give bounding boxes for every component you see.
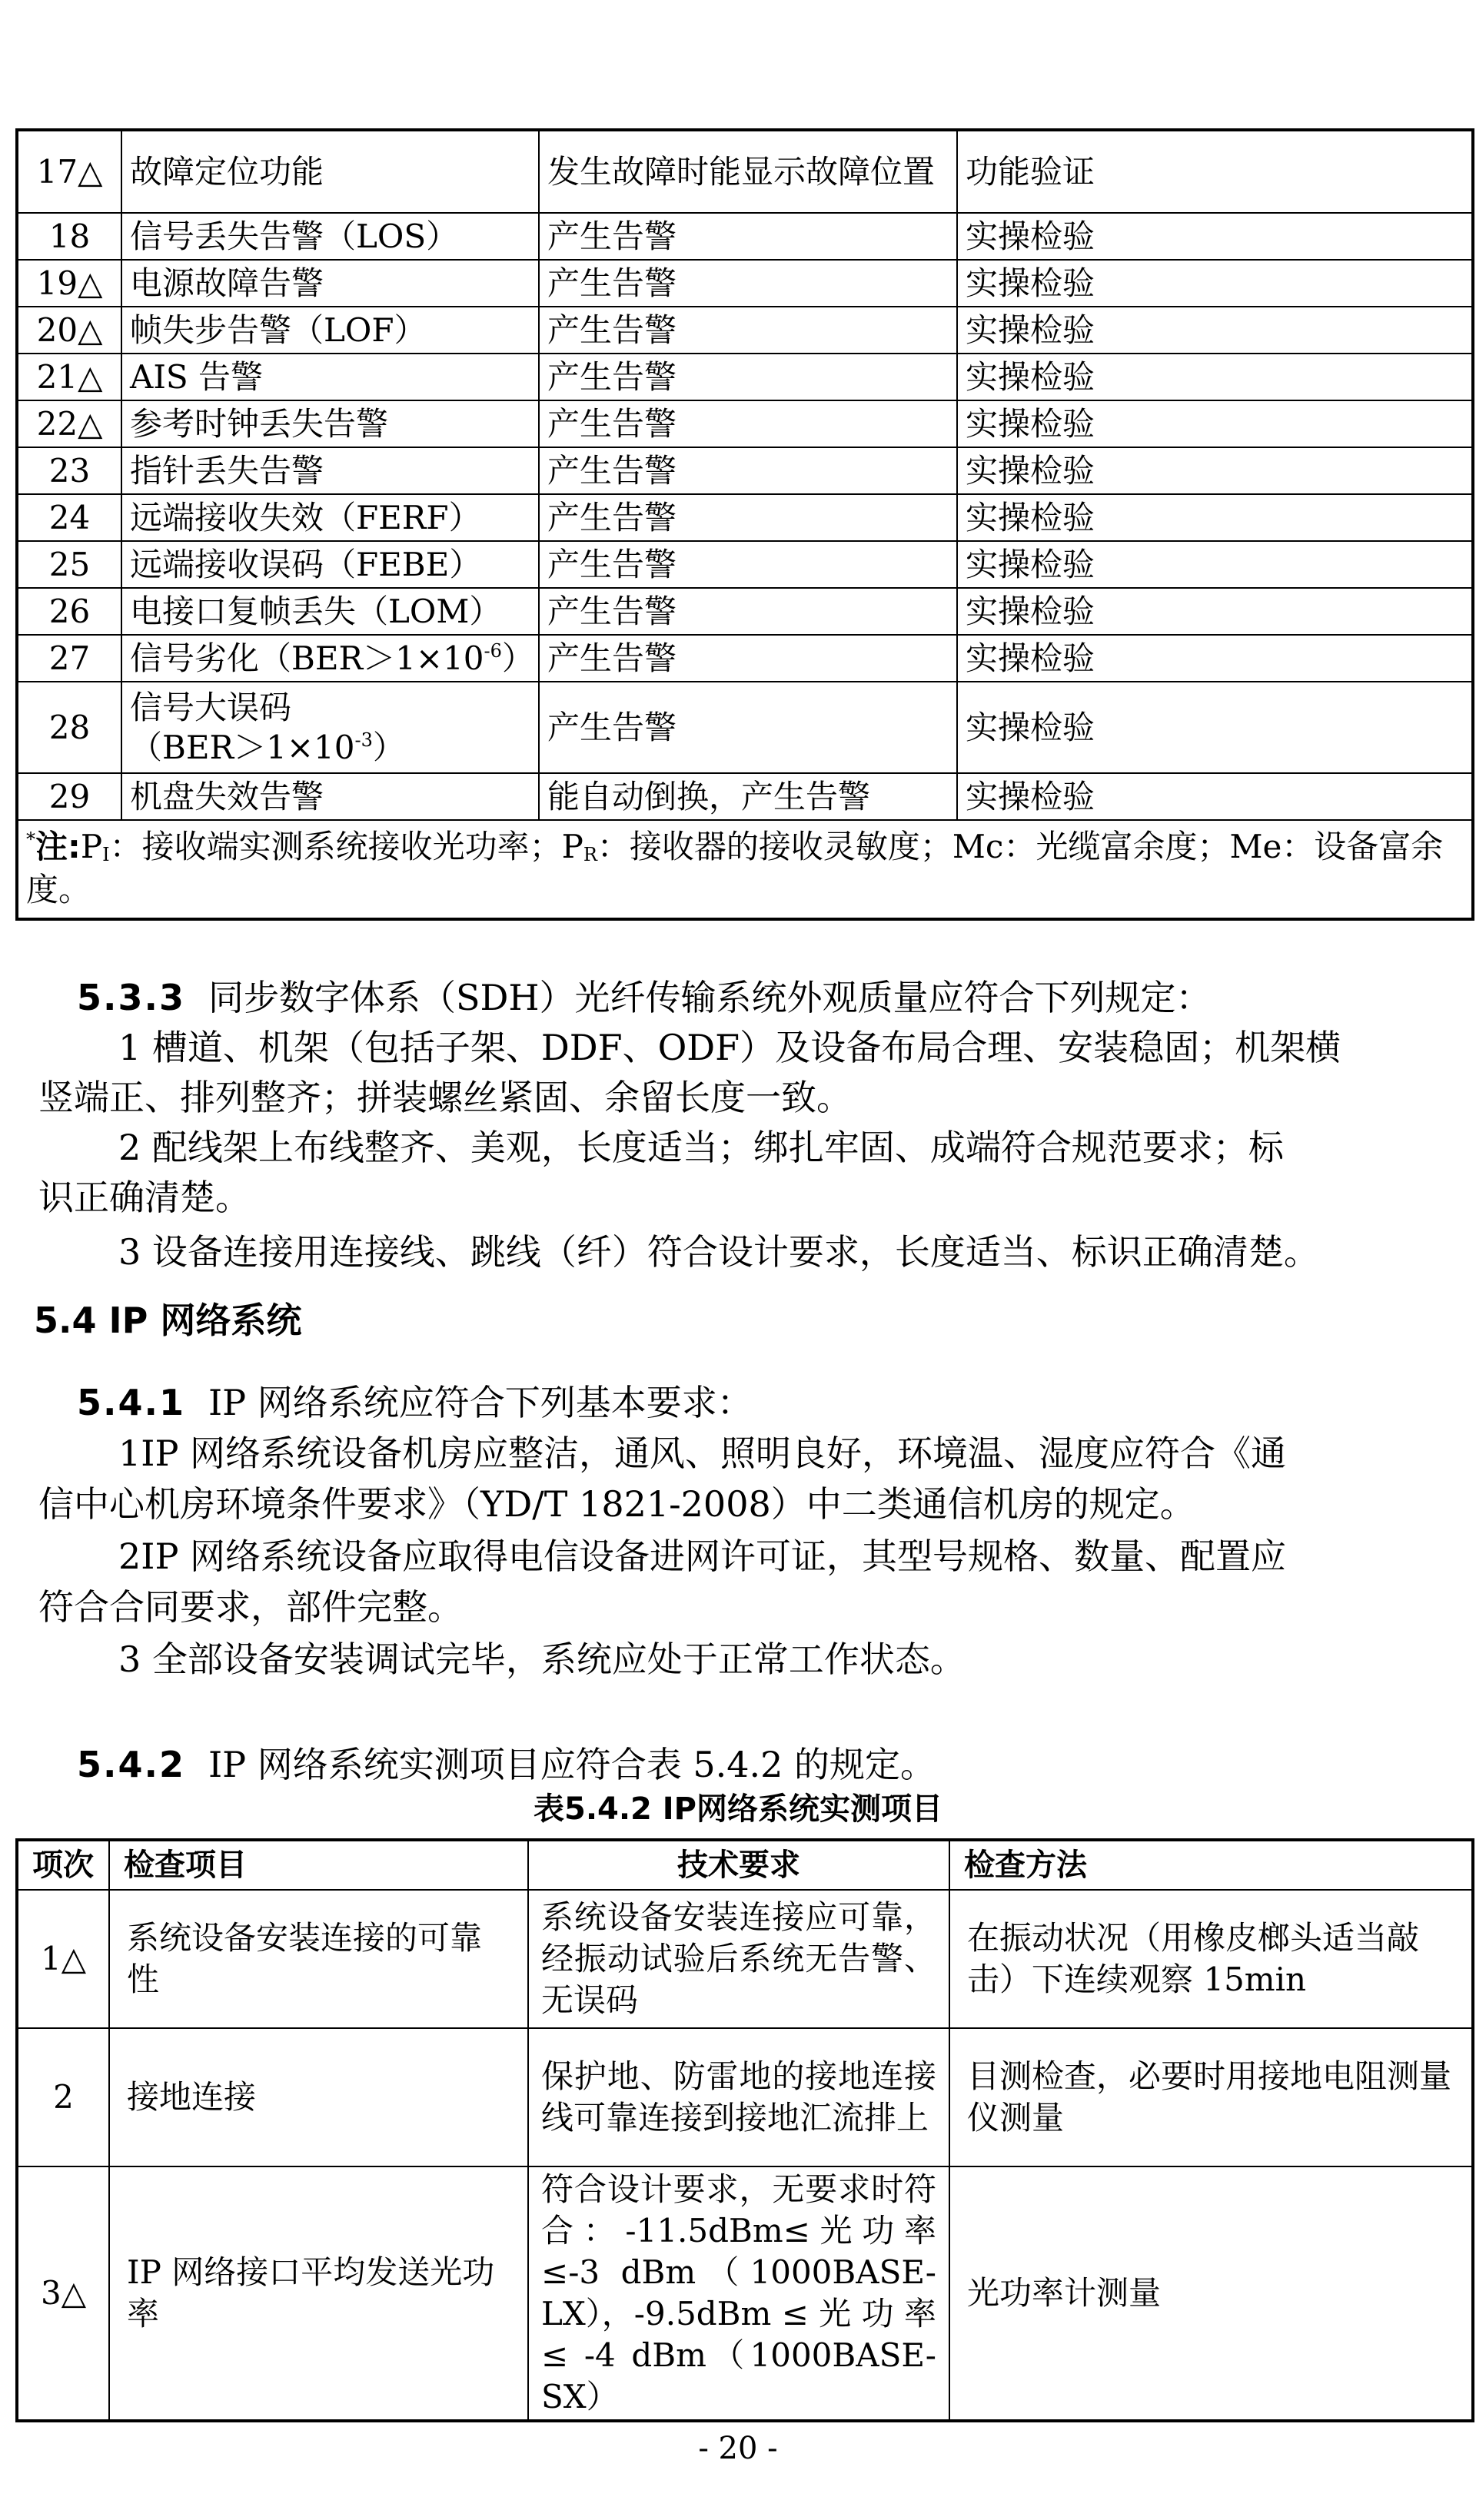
item-requirement: 产生告警	[539, 260, 957, 307]
table-note	[17, 820, 1473, 919]
item-requirement: 产生告警	[539, 447, 957, 494]
column-header-requirement: 技术要求	[528, 1840, 949, 1890]
item-name-close: ）	[372, 728, 405, 766]
item-number: 28	[17, 682, 121, 773]
table-row	[17, 447, 1473, 494]
item-number: 1△	[17, 1890, 109, 2028]
item-method: 实操检验	[957, 400, 1473, 447]
note-p1-subscript: I	[102, 844, 110, 865]
item-requirement: 产生告警	[539, 307, 957, 354]
item-number: 2	[17, 2028, 109, 2166]
item-name: 电接口复帧丢失（LOM）	[121, 588, 539, 635]
clause-5-3-3-item-1-line-2: 竖端正、排列整齐；拼装螺丝紧固、余留长度一致。	[38, 1077, 852, 1118]
clause-number: 5.4.1	[77, 1382, 185, 1423]
column-header-item: 检查项目	[109, 1840, 528, 1890]
item-name-text: （BER＞1×10	[130, 728, 355, 766]
item-requirement: 能自动倒换，产生告警	[539, 773, 957, 820]
table-row	[17, 635, 1473, 682]
table-row	[17, 307, 1473, 354]
table-caption: 表5.4.2 IP网络系统实测项目	[533, 1791, 942, 1827]
note-pr-desc: ：接收器的接收灵敏度；Mc：光缆富余度；Me：设备富余度。	[26, 828, 1444, 908]
clause-5-3-3-item-2-line-1: 2 配线架上布线整齐、美观，长度适当；绑扎牢固、成端符合规范要求；标	[118, 1127, 1284, 1168]
item-requirement: 产生告警	[539, 682, 957, 773]
item-number: 21△	[17, 354, 121, 400]
page-number: - 20 -	[698, 2431, 778, 2466]
clause-5-4-1-item-2-line-1: 2IP 网络系统设备应取得电信设备进网许可证，其型号规格、数量、配置应	[118, 1536, 1287, 1577]
item-method: 实操检验	[957, 354, 1473, 400]
clause-title: IP 网络系统应符合下列基本要求：	[208, 1382, 753, 1423]
item-name: 系统设备安装连接的可靠性	[109, 1890, 528, 2028]
item-name: 远端接收失效（FERF）	[121, 494, 539, 541]
item-method: 功能验证	[957, 130, 1473, 213]
clause-number: 5.3.3	[77, 977, 185, 1018]
item-requirement: 产生告警	[539, 400, 957, 447]
item-name: 信号丢失告警（LOS）	[121, 213, 539, 260]
column-header-number: 项次	[17, 1840, 109, 1890]
note-p1-symbol: P	[80, 828, 103, 865]
item-name: IP 网络接口平均发送光功率	[109, 2166, 528, 2421]
table-row	[17, 130, 1473, 213]
item-name: AIS 告警	[121, 354, 539, 400]
item-requirement: 产生告警	[539, 494, 957, 541]
item-name: 电源故障告警	[121, 260, 539, 307]
note-colon: :	[68, 828, 81, 865]
table-row	[17, 682, 1473, 773]
table-row	[17, 354, 1473, 400]
item-requirement: 系统设备安装连接应可靠，经振动试验后系统无告警、无误码	[528, 1890, 949, 2028]
item-requirement: 产生告警	[539, 541, 957, 588]
item-number: 25	[17, 541, 121, 588]
section-5-4-title: 5.4 IP 网络系统	[34, 1300, 302, 1341]
item-number: 3△	[17, 2166, 109, 2421]
item-number: 27	[17, 635, 121, 682]
note-p1-desc: ：接收端实测系统接收光功率；	[109, 828, 562, 865]
item-number: 18	[17, 213, 121, 260]
item-number: 22△	[17, 400, 121, 447]
table-header-row	[17, 1840, 1473, 1890]
table-row	[17, 1890, 1473, 2028]
table-row	[17, 2166, 1473, 2421]
item-requirement: 产生告警	[539, 635, 957, 682]
item-method: 实操检验	[957, 213, 1473, 260]
item-number: 26	[17, 588, 121, 635]
item-method: 实操检验	[957, 494, 1473, 541]
item-method: 实操检验	[957, 541, 1473, 588]
note-star: *	[26, 828, 35, 850]
item-name: 远端接收误码（FEBE）	[121, 541, 539, 588]
table-row	[17, 213, 1473, 260]
column-header-method: 检查方法	[949, 1840, 1473, 1890]
item-number: 19△	[17, 260, 121, 307]
item-requirement: 产生告警	[539, 213, 957, 260]
item-number: 24	[17, 494, 121, 541]
item-method: 实操检验	[957, 635, 1473, 682]
item-method: 实操检验	[957, 588, 1473, 635]
note-label: 注	[35, 828, 68, 865]
item-method: 实操检验	[957, 447, 1473, 494]
table-row	[17, 541, 1473, 588]
item-name: 指针丢失告警	[121, 447, 539, 494]
item-requirement: 符合设计要求，无要求时符合：-11.5dBm≤光功率≤-3 dBm（1000BASE-LX），-9.5dBm ≤ 光 功 率 ≤ -4 dBm（1000BASE-SX）	[528, 2166, 949, 2421]
item-method: 目测检查，必要时用接地电阻测量仪测量	[949, 2028, 1473, 2166]
exponent: -3	[354, 729, 373, 751]
item-requirement: 产生告警	[539, 588, 957, 635]
item-requirement: 发生故障时能显示故障位置	[539, 130, 957, 213]
table-row	[17, 588, 1473, 635]
table-row	[17, 400, 1473, 447]
clause-5-4-1-item-1-line-1: 1IP 网络系统设备机房应整洁，通风、照明良好，环境温、湿度应符合《通	[118, 1433, 1287, 1474]
clause-5-4-1-item-1-line-2: 信中心机房环境条件要求》（YD/T 1821-2008）中二类通信机房的规定。	[38, 1483, 1195, 1525]
item-name: 机盘失效告警	[121, 773, 539, 820]
clause-5-4-1-heading	[38, 1378, 1461, 1427]
clause-5-3-3-heading	[38, 973, 1461, 1022]
item-number: 17△	[17, 130, 121, 213]
item-number: 20△	[17, 307, 121, 354]
clause-title: IP 网络系统实测项目应符合表 5.4.2 的规定。	[208, 1744, 936, 1785]
item-name-line1: 信号大误码	[130, 688, 292, 726]
note-pr-subscript: R	[583, 844, 597, 865]
clause-5-4-2-heading	[38, 1740, 1461, 1789]
table-row	[17, 773, 1473, 820]
table-note-row	[17, 820, 1473, 919]
table-row	[17, 260, 1473, 307]
item-name: 接地连接	[109, 2028, 528, 2166]
item-requirement: 产生告警	[539, 354, 957, 400]
exponent: -6	[484, 639, 502, 662]
item-name: 帧失步告警（LOF）	[121, 307, 539, 354]
item-name: 参考时钟丢失告警	[121, 400, 539, 447]
item-method: 光功率计测量	[949, 2166, 1473, 2421]
clause-5-3-3-item-3: 3 设备连接用连接线、跳线（纤）符合设计要求，长度适当、标识正确清楚。	[118, 1231, 1319, 1273]
item-name	[121, 635, 539, 682]
item-number: 23	[17, 447, 121, 494]
clause-number: 5.4.2	[77, 1744, 185, 1785]
clause-5-3-3-item-2-line-2: 识正确清楚。	[38, 1177, 251, 1218]
item-method: 实操检验	[957, 260, 1473, 307]
item-name	[121, 682, 539, 773]
clause-5-4-1-item-3: 3 全部设备安装调试完毕，系统应处于正常工作状态。	[118, 1638, 966, 1680]
item-requirement: 保护地、防雷地的接地连接线可靠连接到接地汇流排上	[528, 2028, 949, 2166]
item-method: 在振动状况（用橡皮榔头适当敲击）下连续观察 15min	[949, 1890, 1473, 2028]
clause-5-4-1-item-2-line-2: 符合合同要求，部件完整。	[38, 1586, 463, 1628]
item-number: 29	[17, 773, 121, 820]
item-method: 实操检验	[957, 307, 1473, 354]
clause-title: 同步数字体系（SDH）光纤传输系统外观质量应符合下列规定：	[208, 977, 1212, 1018]
ip-network-test-items-table	[15, 1838, 1474, 2422]
sdh-test-items-table	[15, 128, 1474, 921]
item-method: 实操检验	[957, 773, 1473, 820]
item-name: 故障定位功能	[121, 130, 539, 213]
table-row	[17, 494, 1473, 541]
clause-5-3-3-item-1-line-1: 1 槽道、机架（包括子架、DDF、ODF）及设备布局合理、安装稳固；机架横	[118, 1027, 1341, 1068]
table-row	[17, 2028, 1473, 2166]
note-pr-symbol: P	[561, 828, 583, 865]
item-method: 实操检验	[957, 682, 1473, 773]
item-name-text: 信号劣化（BER＞1×10	[130, 639, 484, 677]
item-name-close: ）	[501, 639, 534, 677]
